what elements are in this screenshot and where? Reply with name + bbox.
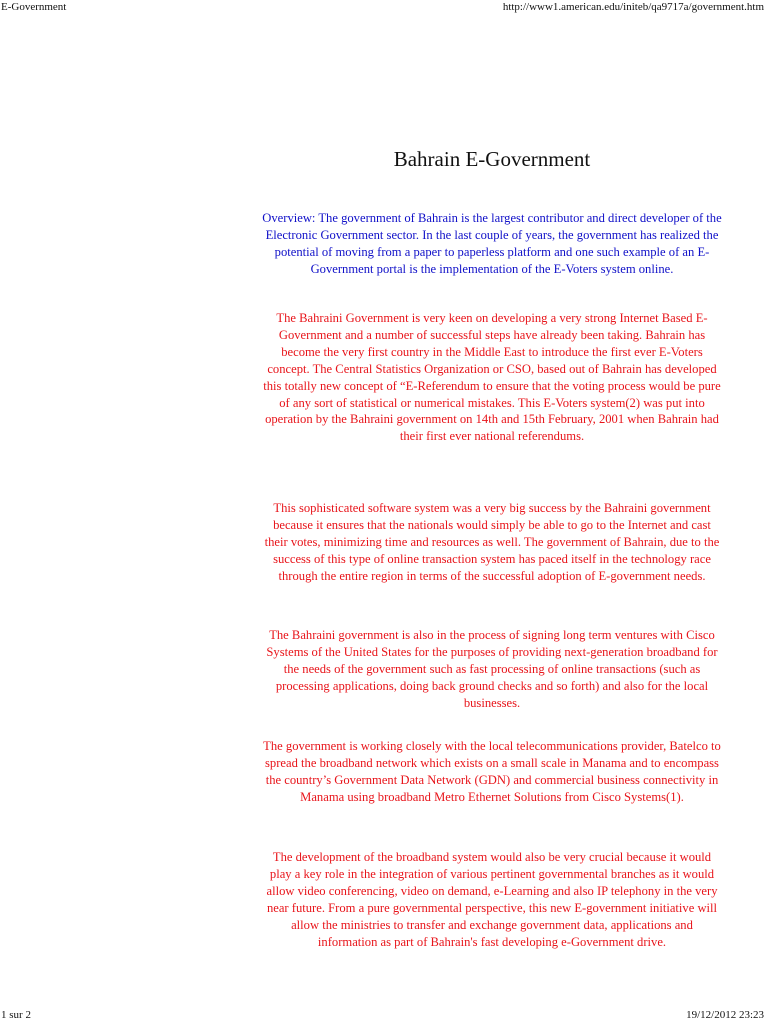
body-paragraph-2: This sophisticated software system was a very big success by the Bahraini government because it ensures that the nationals would simply be able to go to the Internet and cast their votes, minimizing time and resources as well. The government of Bahrain, due to the success of this type of online transaction system has paced itself in the technology race through the entire region in terms of the successful adoption of E-government needs.	[264, 501, 720, 583]
body-paragraph-3: The Bahraini government is also in the process of signing long term ventures with Cisco Systems of the United States for the purposes of providing next-generation broadband for the needs of the government such as fast processing of online transactions (such as processing applications, doing back ground checks and so forth) and also for the local businesses.	[266, 628, 718, 710]
body-paragraph-1: The Bahraini Government is very keen on developing a very strong Internet Based E-Government and a number of successful steps have already been taking. Bahrain has become the very first country in the Middle East to introduce the first ever E-Voters concept. The Central Statistics Organization or CSO, based out of Bahrain has developed this totally new concept of “E-Referendum to ensure that the voting process would be pure of any sort of statistical or numerical mistakes. This E-Voters system(2) was put into operation by the Bahraini government on 14th and 15th February, 2001 when Bahrain had their first ever national referendums.	[263, 311, 721, 444]
page-title: Bahrain E-Government	[393, 147, 591, 171]
print-header-title: E-Government	[1, 1, 67, 13]
overview-paragraph: Overview: The government of Bahrain is the largest contributor and direct developer of the Electronic Government sector. In the last couple of years, the government has realized the potential of moving from a paper to paperless platform and one such example of an E-Government portal is the implementation of the E-Voters system online.	[262, 211, 722, 276]
print-header-url: http://www1.american.edu/initeb/qa9717a/government.htm	[502, 1, 764, 13]
body-paragraph-5: The development of the broadband system would also be very crucial because it would play a key role in the integration of various pertinent governmental branches as it would allow video conferencing, video on demand, e-Learning and also IP telephony in the very near future. From a pure governmental perspective, this new E-government initiative will allow the ministries to transfer and exchange government data, applications and information as part of Bahrain's fast developing e-Government drive.	[266, 850, 718, 949]
print-footer-timestamp: 19/12/2012 23:23	[686, 1009, 764, 1021]
print-footer-page-number: 1 sur 2	[1, 1009, 31, 1021]
body-paragraph-4: The government is working closely with the local telecommunications provider, Batelco to spread the broadband network which exists on a small scale in Manama and to encompass the country’s Government Data Network (GDN) and commercial business connectivity in Manama using broadband Metro Ethernet Solutions from Cisco Systems(1).	[263, 739, 721, 804]
